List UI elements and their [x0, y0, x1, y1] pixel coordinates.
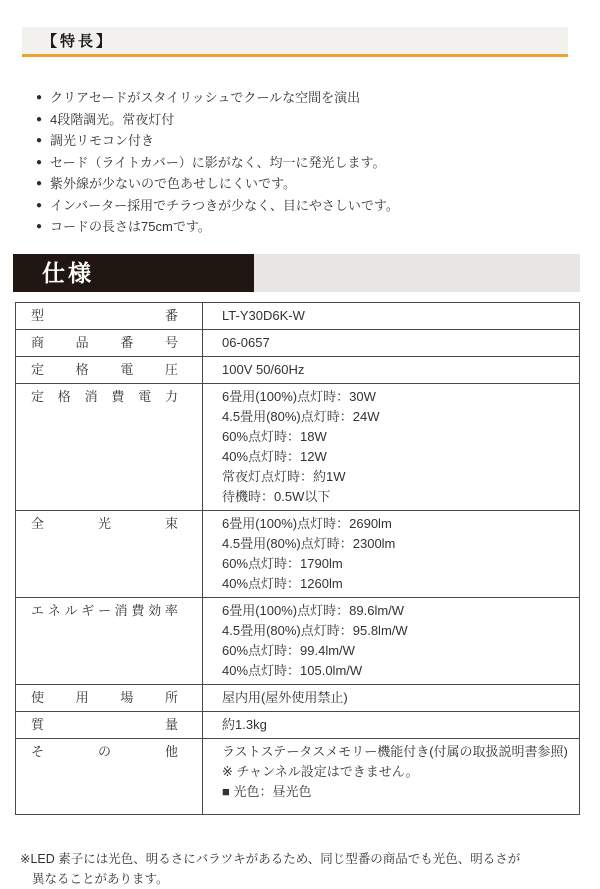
- spec-label: エ ネ ル ギ ー 消 費 効 率: [31, 602, 178, 618]
- footnote-line: 異なることがあります。: [32, 871, 169, 886]
- features-header: [22, 27, 568, 57]
- spec-label: そ の 他: [31, 743, 178, 759]
- specs-section: [0, 254, 600, 815]
- spec-value-cell: [203, 510, 580, 597]
- feature-text: 4段階調光。常夜灯付: [50, 111, 175, 127]
- feature-item: [36, 195, 600, 217]
- features-heading: 【特長】: [42, 33, 115, 50]
- spec-label: 全 光 束: [31, 515, 178, 531]
- spec-label: 型 番: [31, 307, 178, 323]
- spec-label-cell: [16, 356, 203, 383]
- feature-text: セード（ライトカバー）に影がなく、均一に発光します。: [50, 154, 386, 170]
- spec-table: [15, 302, 580, 815]
- bullet-icon: ●: [36, 113, 43, 125]
- spec-row: [16, 711, 580, 738]
- spec-value-line: 40%点灯時：105.0lm/W: [222, 662, 363, 678]
- spec-value-cell: [203, 684, 580, 711]
- feature-text: クリアセードがスタイリッシュでクールな空間を演出: [50, 90, 361, 105]
- spec-value-line: 4.5畳用(80%)点灯時：95.8lm/W: [222, 622, 408, 638]
- specs-heading: 仕様: [42, 259, 94, 286]
- spec-value-line: ■ 光色：昼光色: [222, 783, 312, 799]
- feature-item: [36, 87, 600, 109]
- spec-value-line: 4.5畳用(80%)点灯時：2300lm: [222, 535, 396, 551]
- bullet-icon: ●: [36, 135, 43, 146]
- feature-text: コードの長さは75cmです。: [50, 219, 211, 234]
- spec-value-line: 60%点灯時：18W: [222, 428, 327, 444]
- feature-text: 紫外線が少ないので色あせしにくいです。: [50, 176, 297, 191]
- spec-value-line: 4.5畳用(80%)点灯時：24W: [222, 408, 380, 424]
- spec-value-line: 06-0657: [222, 334, 270, 350]
- feature-item: [36, 130, 600, 152]
- spec-value-cell: [203, 302, 580, 329]
- spec-value-line: 屋内用(屋外使用禁止): [222, 689, 348, 705]
- footnote-line: ※LED 素子には光色、明るさにバラツキがあるため、同じ型番の商品でも光色、明るさが: [20, 851, 521, 866]
- feature-item: [36, 152, 600, 174]
- feature-list: [36, 87, 600, 238]
- spec-label-cell: [16, 302, 203, 329]
- spec-value-line: 6畳用(100%)点灯時：89.6lm/W: [222, 602, 405, 618]
- spec-value-line: ※ チャンネル設定はできません。: [222, 763, 419, 779]
- spec-label: 定 格 消 費 電 力: [31, 388, 178, 404]
- feature-item: [36, 109, 600, 131]
- spec-value-line: 6畳用(100%)点灯時：2690lm: [222, 515, 392, 531]
- spec-value-line: 約1.3kg: [222, 716, 267, 732]
- bullet-icon: ●: [36, 199, 43, 211]
- spec-row: [16, 738, 580, 814]
- features-section: [0, 27, 600, 238]
- spec-row: [16, 302, 580, 329]
- feature-item: [36, 173, 600, 195]
- spec-value-cell: [203, 329, 580, 356]
- spec-value-cell: [203, 356, 580, 383]
- bullet-icon: ●: [36, 92, 43, 103]
- spec-value-cell: [203, 711, 580, 738]
- spec-row: [16, 684, 580, 711]
- spec-label-cell: [16, 383, 203, 510]
- spec-value-line: 100V 50/60Hz: [222, 361, 305, 377]
- bullet-icon: ●: [36, 156, 43, 168]
- spec-value-cell: [203, 383, 580, 510]
- spec-label-cell: [16, 597, 203, 684]
- spec-row: [16, 597, 580, 684]
- spec-value-line: 60%点灯時：1790lm: [222, 555, 343, 571]
- spec-value-cell: [203, 597, 580, 684]
- spec-row: [16, 383, 580, 510]
- spec-value-line: 常夜灯点灯時：約1W: [222, 468, 346, 484]
- spec-value-line: 40%点灯時：12W: [222, 448, 327, 464]
- feature-text: インバーター採用でチラつきが少なく、目にやさしいです。: [50, 197, 399, 213]
- spec-row: [16, 510, 580, 597]
- feature-text: 調光リモコン付き: [50, 133, 155, 148]
- specs-header-bar: [13, 254, 580, 292]
- spec-label-cell: [16, 510, 203, 597]
- spec-value-line: 60%点灯時：99.4lm/W: [222, 642, 355, 658]
- bullet-icon: ●: [36, 178, 43, 189]
- spec-table-body: [16, 302, 580, 814]
- spec-value-cell: [203, 738, 580, 814]
- feature-item: [36, 216, 600, 238]
- spec-label-cell: [16, 684, 203, 711]
- spec-label: 定 格 電 圧: [31, 361, 178, 377]
- spec-label-cell: [16, 711, 203, 738]
- bullet-icon: ●: [36, 221, 43, 232]
- spec-value-line: ラストステータスメモリー機能付き(付属の取扱説明書参照): [222, 743, 568, 759]
- spec-label: 商 品 番 号: [31, 334, 178, 350]
- spec-row: [16, 356, 580, 383]
- spec-value-line: 待機時：0.5W以下: [222, 488, 331, 504]
- spec-value-line: 40%点灯時：1260lm: [222, 575, 343, 591]
- spec-label: 使 用 場 所: [31, 689, 178, 705]
- spec-value-line: LT-Y30D6K-W: [222, 307, 305, 323]
- spec-label: 質 量: [31, 716, 178, 732]
- footnote: [20, 849, 600, 889]
- spec-value-line: 6畳用(100%)点灯時：30W: [222, 388, 376, 404]
- spec-label-cell: [16, 738, 203, 814]
- spec-label-cell: [16, 329, 203, 356]
- spec-row: [16, 329, 580, 356]
